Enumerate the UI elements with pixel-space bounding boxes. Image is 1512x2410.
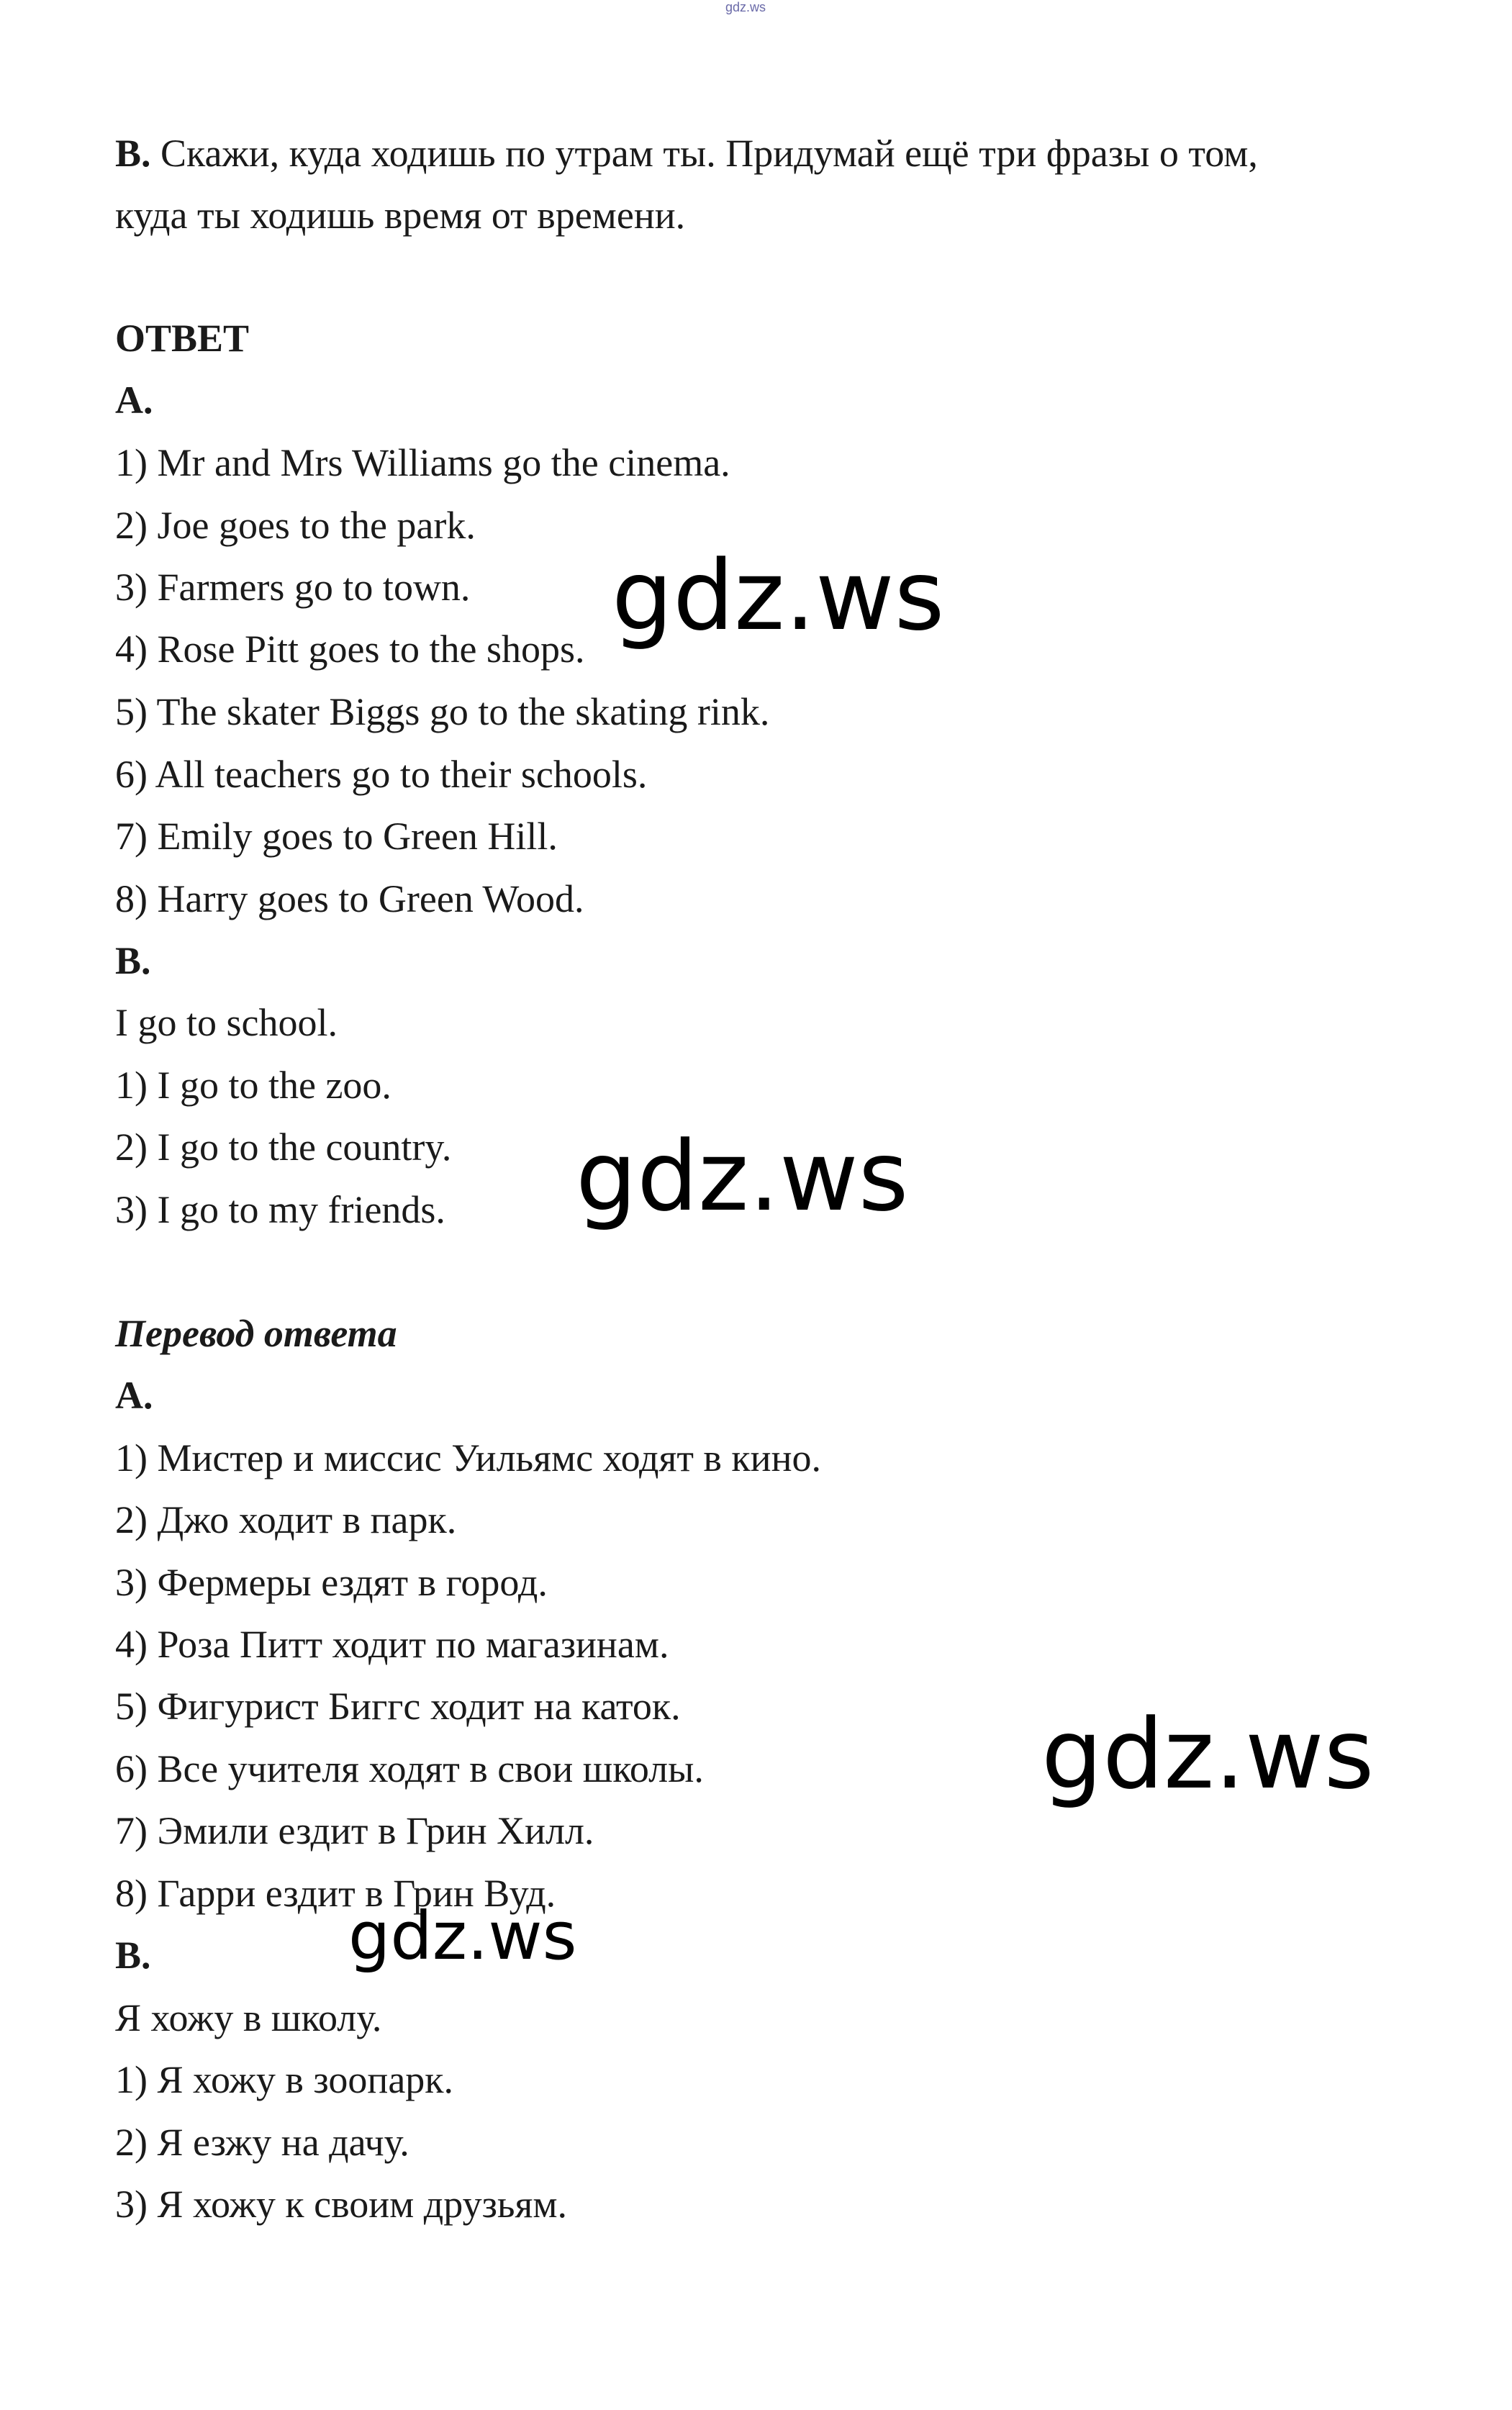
translation-a-item: 5) Фигурист Биггс ходит на каток.	[115, 1685, 681, 1728]
task-letter: B.	[115, 132, 151, 175]
translation-b-intro: Я хожу в школу.	[115, 1996, 382, 2039]
answer-b-item: 3) I go to my friends.	[115, 1188, 445, 1231]
answer-a-item: 1) Mr and Mrs Williams go the cinema.	[115, 441, 730, 484]
answer-heading: ОТВЕТ	[115, 317, 250, 360]
watermark: gdz.ws	[576, 1120, 909, 1233]
translation-heading: Перевод ответа	[115, 1312, 397, 1355]
answer-b-item: 1) I go to the zoo.	[115, 1064, 391, 1107]
task-line-1	[115, 132, 1258, 175]
answer-a-item: 4) Rose Pitt goes to the shops.	[115, 628, 585, 671]
translation-section-b-label: B.	[115, 1934, 151, 1977]
translation-b-item: 2) Я езжу на дачу.	[115, 2121, 409, 2164]
answer-b-item: 2) I go to the country.	[115, 1125, 452, 1169]
translation-b-item: 3) Я хожу к своим друзьям.	[115, 2183, 568, 2226]
translation-a-item: 2) Джо ходит в парк.	[115, 1498, 457, 1541]
watermark: gdz.ws	[348, 1898, 577, 1975]
answer-a-item: 6) All teachers go to their schools.	[115, 753, 648, 796]
translation-a-item: 3) Фермеры ездят в город.	[115, 1561, 548, 1604]
answer-a-item: 2) Joe goes to the park.	[115, 504, 476, 547]
translation-section-a-label: A.	[115, 1374, 153, 1417]
task-text-1: Скажи, куда ходишь по утрам ты. Придумай ещё три фразы о том,	[160, 132, 1258, 175]
answer-b-intro: I go to school.	[115, 1001, 338, 1044]
task-line-2: куда ты ходишь время от времени.	[115, 194, 686, 237]
answer-a-item: 3) Farmers go to town.	[115, 566, 471, 609]
translation-a-item: 4) Роза Питт ходит по магазинам.	[115, 1623, 669, 1666]
translation-a-item: 1) Мистер и миссис Уильямс ходят в кино.	[115, 1436, 821, 1480]
translation-a-item: 8) Гарри ездит в Грин Вуд.	[115, 1872, 556, 1915]
translation-a-item: 6) Все учителя ходят в свои школы.	[115, 1747, 704, 1790]
translation-b-item: 1) Я хожу в зоопарк.	[115, 2058, 454, 2101]
site-mark: gdz.ws	[725, 0, 766, 14]
watermark: gdz.ws	[1041, 1698, 1375, 1811]
answer-section-b-label: B.	[115, 939, 151, 982]
answer-section-a-label: A.	[115, 379, 153, 422]
answer-a-item: 5) The skater Biggs go to the skating rink.	[115, 690, 770, 733]
watermark: gdz.ws	[612, 540, 945, 652]
answer-a-item: 8) Harry goes to Green Wood.	[115, 877, 584, 920]
answer-a-item: 7) Emily goes to Green Hill.	[115, 815, 558, 858]
translation-a-item: 7) Эмили ездит в Грин Хилл.	[115, 1809, 594, 1852]
